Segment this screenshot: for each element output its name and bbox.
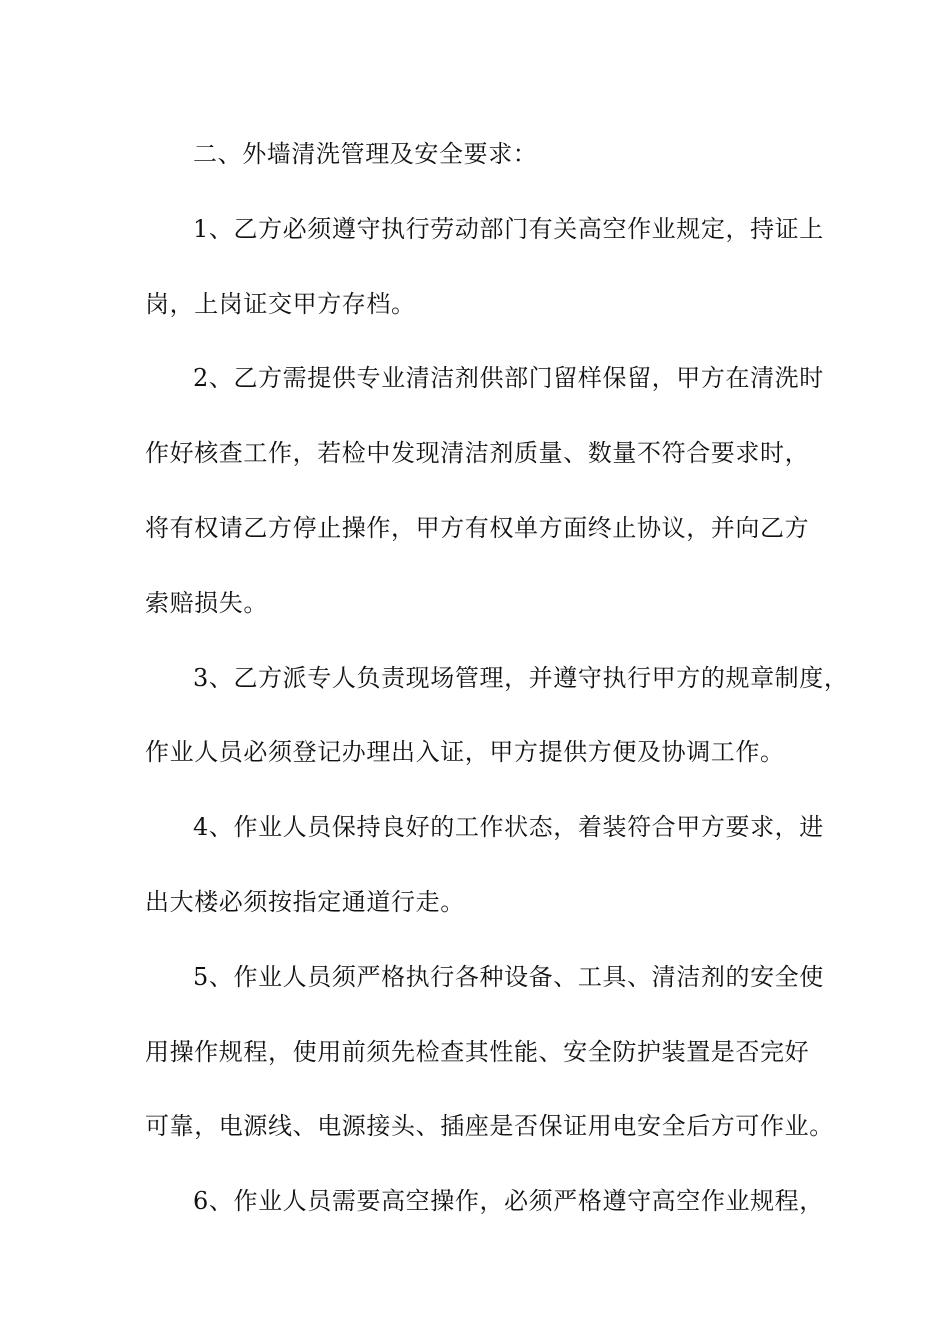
paragraph-line: 可靠，电源线、电源接头、插座是否保证用电安全后方可作业。 (145, 1112, 834, 1141)
paragraph-line: 出大楼必须按指定通道行走。 (145, 887, 465, 916)
paragraph-line: 将有权请乙方停止操作，甲方有权单方面终止协议，并向乙方 (145, 513, 810, 542)
paragraph-line: 4、作业人员保持良好的工作状态，着装符合甲方要求，进 (193, 813, 824, 842)
paragraph-line: 5、作业人员须严格执行各种设备、工具、清洁剂的安全使 (193, 962, 824, 991)
paragraph-line: 索赔损失。 (145, 588, 268, 617)
paragraph-line: 作业人员必须登记办理出入证，甲方提供方便及协调工作。 (145, 738, 785, 767)
section-heading: 二、外墙清洗管理及安全要求： (193, 140, 538, 168)
paragraph-line: 6、作业人员需要高空操作，必须严格遵守高空作业规程， (193, 1187, 824, 1216)
paragraph-line: 1、乙方必须遵守执行劳动部门有关高空作业规定，持证上 (193, 214, 824, 243)
paragraph-line: 作好核查工作，若检中发现清洁剂质量、数量不符合要求时， (145, 439, 810, 468)
document-body (145, 134, 849, 1256)
paragraph-line: 2、乙方需提供专业清洁剂供部门留样保留，甲方在清洗时 (193, 364, 824, 393)
paragraph-line: 岗，上岗证交甲方存档。 (145, 289, 416, 318)
paragraph-line: 用操作规程，使用前须先检查其性能、安全防护装置是否完好 (145, 1037, 810, 1066)
paragraph-line: 3、乙方派专人负责现场管理，并遵守执行甲方的规章制度， (193, 663, 849, 692)
